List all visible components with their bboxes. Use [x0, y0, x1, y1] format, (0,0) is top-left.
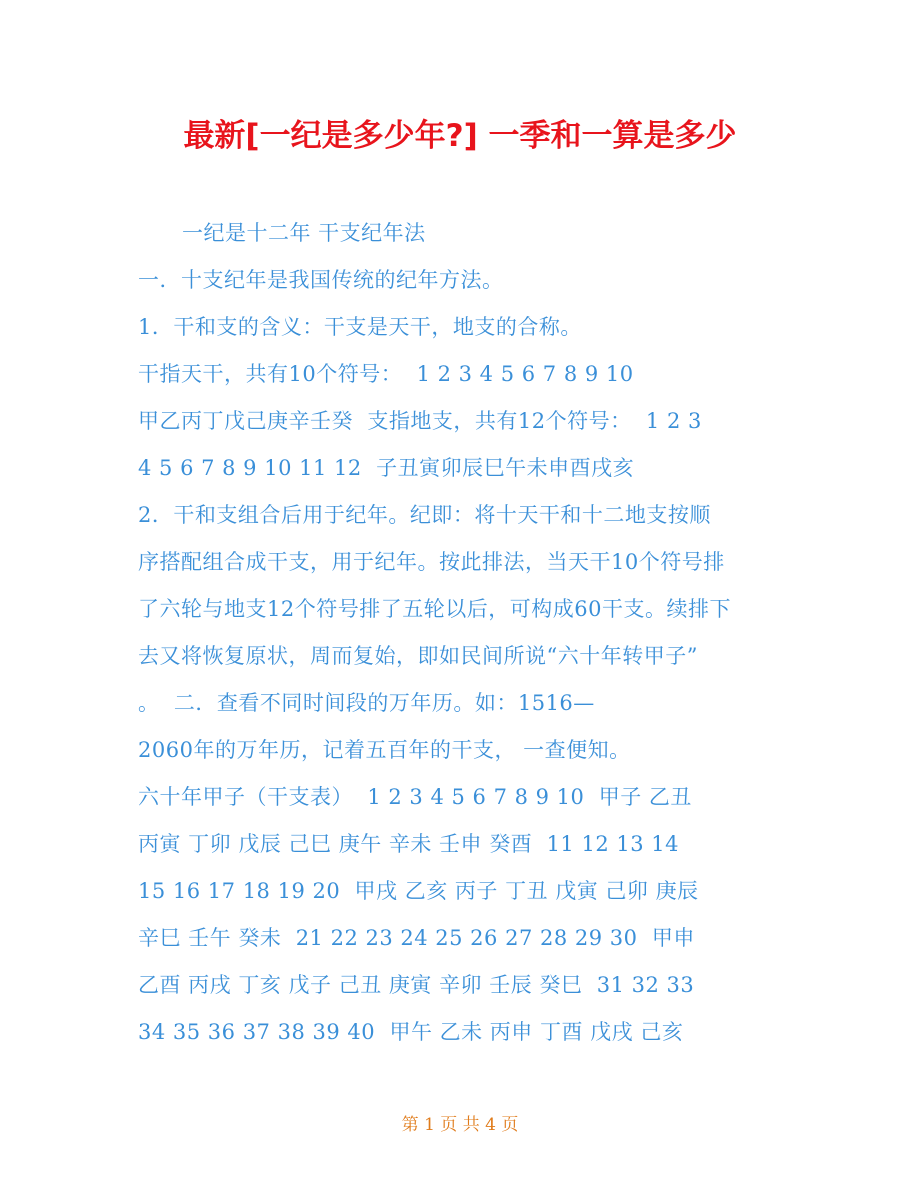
body-line: 六十年甲子（干支表） 1 2 3 4 5 6 7 8 9 10 甲子 乙丑 [138, 785, 692, 809]
body-line: 1．干和支的含义：干支是天干，地支的合称。 [138, 315, 582, 339]
page-number-footer: 第 1 页 共 4 页 [401, 1115, 519, 1135]
body-line: 甲乙丙丁戊己庚辛壬癸 支指地支，共有12个符号： 1 2 3 [138, 409, 702, 433]
document-body [138, 210, 798, 1056]
body-line: 丙寅 丁卯 戊辰 己巳 庚午 辛未 壬申 癸酉 11 12 13 14 [138, 832, 679, 856]
document-title: 最新[一纪是多少年?] 一季和一算是多少 [183, 118, 737, 154]
body-line: 序搭配组合成干支，用于纪年。按此排法，当天干10个符号排 [138, 550, 725, 574]
body-line: 2060年的万年历，记着五百年的干支， 一查便知。 [138, 738, 631, 762]
body-line: 2．干和支组合后用于纪年。纪即：将十天干和十二地支按顺 [138, 503, 711, 527]
body-line: 4 5 6 7 8 9 10 11 12 子丑寅卯辰巳午未申酉戌亥 [138, 456, 635, 480]
body-line: 一纪是十二年 干支纪年法 [182, 221, 426, 245]
body-line: 乙酉 丙戌 丁亥 戊子 己丑 庚寅 辛卯 壬辰 癸巳 31 32 33 [138, 973, 695, 997]
body-line: 辛巳 壬午 癸未 21 22 23 24 25 26 27 28 29 30 甲申 [138, 926, 695, 950]
body-line: 34 35 36 37 38 39 40 甲午 乙未 丙申 丁酉 戊戌 己亥 [138, 1020, 684, 1044]
body-line: 一．十支纪年是我国传统的纪年方法。 [138, 268, 504, 292]
body-line: 去又将恢复原状，周而复始，即如民间所说“六十年转甲子” [138, 644, 698, 668]
body-line: 。 二．查看不同时间段的万年历。如：1516— [138, 691, 595, 715]
body-line: 干指天干，共有10个符号： 1 2 3 4 5 6 7 8 9 10 [138, 362, 634, 386]
body-line: 了六轮与地支12个符号排了五轮以后，可构成60干支。续排下 [138, 597, 731, 621]
body-line: 15 16 17 18 19 20 甲戌 乙亥 丙子 丁丑 戊寅 己卯 庚辰 [138, 879, 699, 903]
